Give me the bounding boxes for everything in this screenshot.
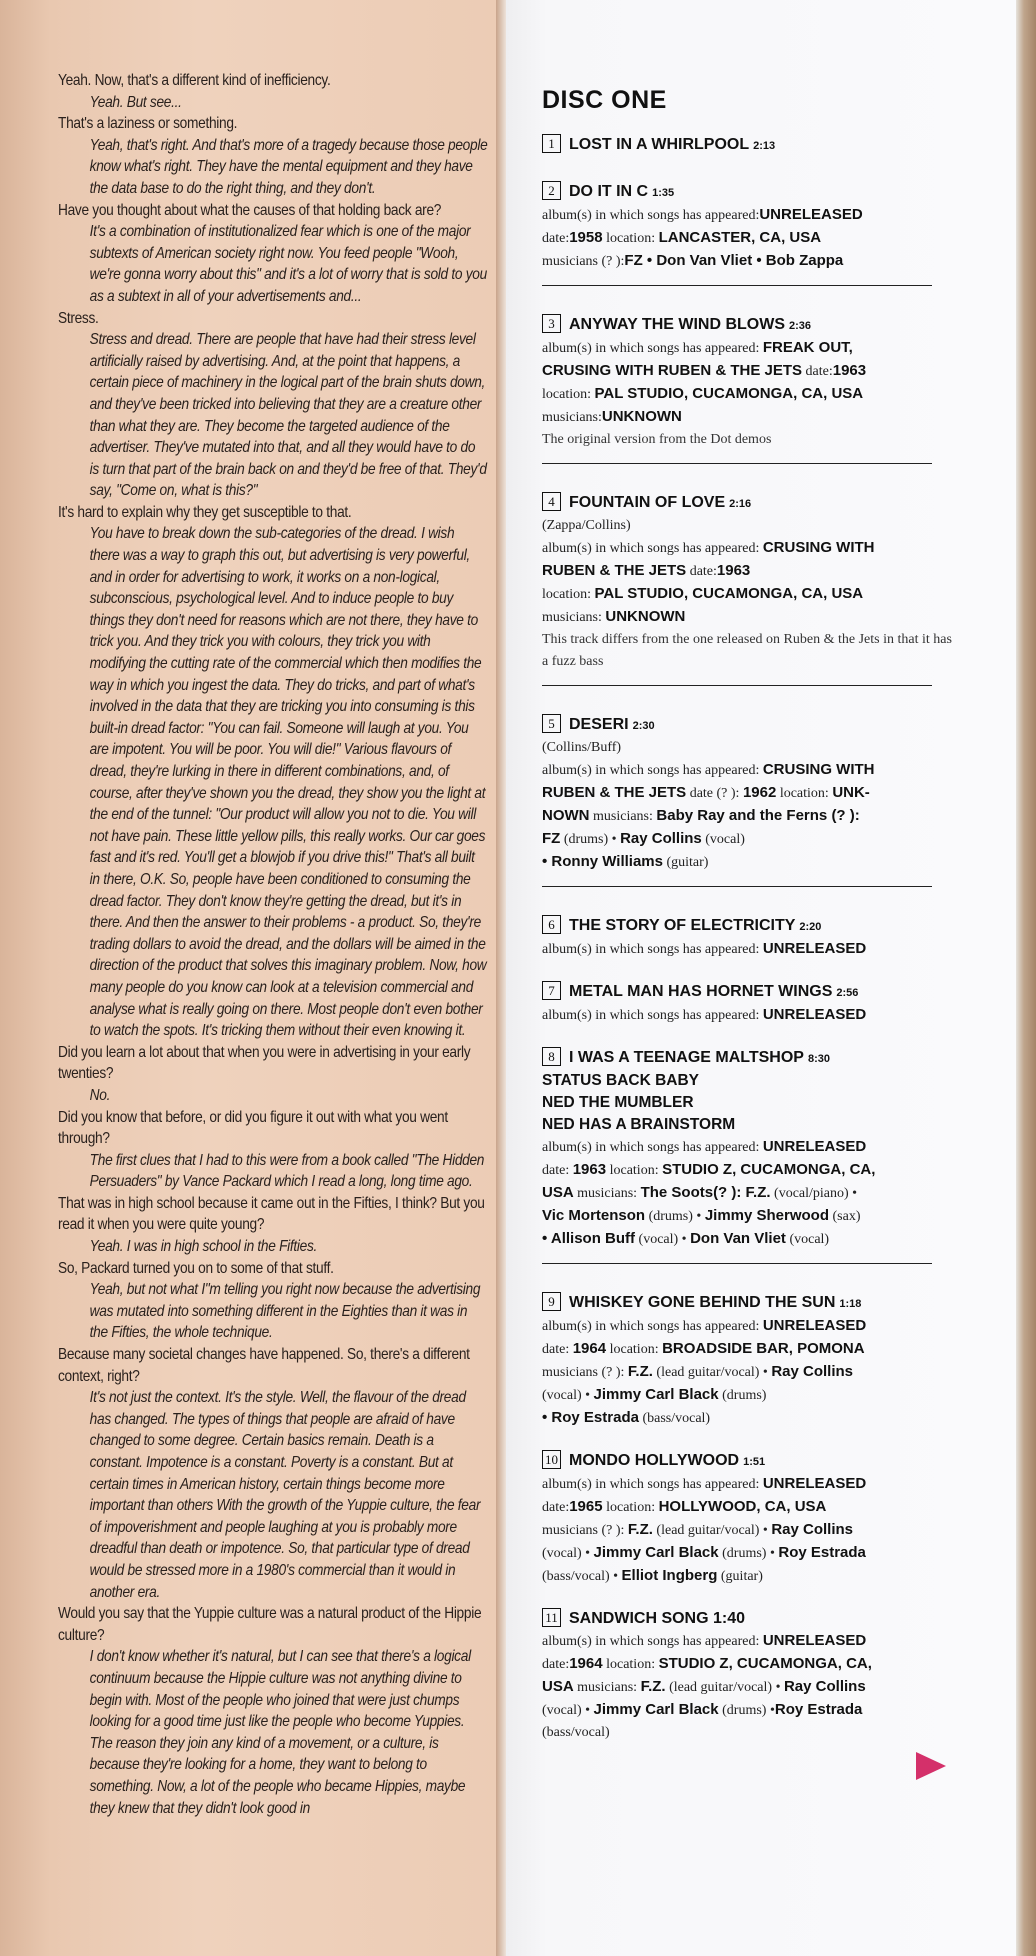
track-title: I WAS A TEENAGE MALTSHOP: [569, 1049, 804, 1066]
book-edge: [1016, 0, 1036, 1956]
track-note: The original version from the Dot demos: [542, 432, 772, 447]
track-musicians-cont: (bass/vocal): [542, 1725, 610, 1740]
interview-text: [58, 70, 487, 1819]
track-albums-cont: RUBEN & THE JETS date:1963: [542, 562, 751, 579]
track-musicians: musicians (? ): F.Z. (lead guitar/vocal) • Ray Collins: [542, 1363, 854, 1380]
track-duration: 2:13: [753, 140, 776, 152]
interview-question: So, Packard turned you on to some of that stuff.: [58, 1259, 334, 1277]
track-albums: album(s) in which songs has appeared:UNRELEASED: [542, 206, 863, 223]
track-number: 9: [542, 1292, 561, 1311]
divider: [542, 463, 932, 464]
track-duration: 2:56: [836, 987, 859, 999]
track-musicians-cont: (vocal) • Jimmy Carl Black (drums) • Roy Estrada: [542, 1544, 866, 1561]
track-location: location: PAL STUDIO, CUCAMONGA, CA, USA: [542, 385, 864, 402]
track-musicians: USA musicians: The Soots(? ): F.Z. (vocal/piano) •: [542, 1184, 858, 1201]
interview-answer: Yeah, that's right. And that's more of a tragedy because those people know what's right. They have the mental equipment and they have the data base to do the right thing, and they don't.: [89, 136, 488, 197]
track-albums: album(s) in which songs has appeared: UNRELEASED: [542, 1317, 867, 1334]
track-note: This track differs from the one released on Ruben & the Jets in that it has a fuzz bass: [542, 632, 952, 669]
track-albums: album(s) in which songs has appeared: UNRELEASED: [542, 1475, 867, 1492]
track-musicians: NOWN musicians: Baby Ray and the Ferns (? ):: [542, 807, 860, 824]
track-albums: album(s) in which songs has appeared: CRUSING WITH: [542, 761, 875, 778]
track-title: ANYWAY THE WIND BLOWS: [569, 316, 786, 333]
track-number: 1: [542, 134, 561, 153]
track-date-location: date:1964 location: STUDIO Z, CUCAMONGA, CA,: [542, 1655, 872, 1672]
track-musicians-cont: (vocal) • Jimmy Carl Black (drums): [542, 1386, 767, 1403]
track-albums: album(s) in which songs has appeared: UNRELEASED: [542, 1632, 867, 1649]
track-musicians: musicians (? ):FZ • Don Van Vliet • Bob Zappa: [542, 252, 844, 269]
track-5: [542, 714, 952, 887]
track-title: DESERI: [569, 716, 629, 733]
interview-answer: Yeah, but not what I"m telling you right now because the advertising was mutated into something different in the Eighties than it was in the Fifties, the whole technique.: [89, 1281, 481, 1342]
track-3: [542, 314, 952, 464]
track-4: [542, 492, 952, 686]
track-duration: 2:36: [789, 320, 812, 332]
track-title: THE STORY OF ELECTRICITY: [569, 917, 796, 934]
divider: [542, 886, 932, 887]
track-albums: album(s) in which songs has appeared: UNRELEASED: [542, 940, 867, 957]
track-duration: 2:16: [729, 498, 752, 510]
divider: [542, 685, 932, 686]
track-duration: 2:20: [799, 921, 822, 933]
track-duration: 1:51: [743, 1456, 766, 1468]
track-1: [542, 134, 952, 157]
divider: [542, 285, 932, 286]
track-date-location: date: 1963 location: STUDIO Z, CUCAMONGA, CA,: [542, 1161, 876, 1178]
track-duration: 2:30: [632, 720, 655, 732]
track-musicians-cont: • Allison Buff (vocal) • Don Van Vliet (vocal): [542, 1230, 830, 1247]
track-list: [542, 134, 952, 1760]
interview-answer: No.: [89, 1086, 111, 1104]
track-date-location: date:1965 location: HOLLYWOOD, CA, USA: [542, 1498, 827, 1515]
track-musicians-cont: • Ronny Williams (guitar): [542, 853, 709, 870]
disc-title: DISC ONE: [542, 86, 667, 114]
track-date-location: date:1958 location: LANCASTER, CA, USA: [542, 229, 822, 246]
track-number: 7: [542, 981, 561, 1000]
track-number: 6: [542, 915, 561, 934]
track-8: [542, 1047, 952, 1264]
track-2: [542, 181, 952, 286]
track-albums-cont: RUBEN & THE JETS date (? ): 1962 location: UNK-: [542, 784, 870, 801]
interview-question: Yeah. Now, that's a different kind of inefficiency.: [58, 72, 331, 89]
track-musicians: musicians: UNKNOWN: [542, 608, 686, 625]
track-musicians: musicians (? ): F.Z. (lead guitar/vocal) • Ray Collins: [542, 1521, 854, 1538]
track-title: METAL MAN HAS HORNET WINGS: [569, 983, 833, 1000]
track-subtitle: NED HAS A BRAINSTORM: [542, 1116, 736, 1133]
track-7: [542, 981, 952, 1027]
track-number: 5: [542, 714, 561, 733]
track-11: [542, 1608, 952, 1744]
track-date-location: date: 1964 location: BROADSIDE BAR, POMONA: [542, 1340, 865, 1357]
track-number: 3: [542, 314, 561, 333]
interview-question: Did you know that before, or did you figure it out with what you went through?: [58, 1108, 448, 1148]
interview-question: Because many societal changes have happened. So, there's a different context, right?: [58, 1346, 470, 1385]
interview-question: That was in high school because it came out in the Fifties, I think? But you read it when you were quite young?: [58, 1194, 485, 1234]
track-musicians-cont: FZ (drums) • Ray Collins (vocal): [542, 830, 745, 847]
track-musicians-cont: (vocal) • Jimmy Carl Black (drums) •Roy Estrada: [542, 1701, 863, 1718]
track-musicians: musicians:UNKNOWN: [542, 408, 682, 425]
track-albums: album(s) in which songs has appeared: CRUSING WITH: [542, 539, 875, 556]
next-page-arrow-icon: [916, 1752, 946, 1780]
track-duration: 1:35: [652, 187, 675, 199]
track-albums: album(s) in which songs has appeared: UNRELEASED: [542, 1006, 867, 1023]
interview-answer: The first clues that I had to this were from a book called "The Hidden Persuaders" by Vance Packard which I read a long, long time ago.: [89, 1151, 485, 1191]
track-duration: 1:40: [713, 1610, 746, 1627]
track-albums-cont: CRUSING WITH RUBEN & THE JETS date:1963: [542, 362, 867, 379]
track-subtitle: NED THE MUMBLER: [542, 1094, 694, 1111]
interview-answer: It's not just the context. It's the style. Well, the flavour of the dread has changed. The types of things that people are afraid of have changed to some degree. Certain basics remain. Death is a constant. Impotence is a constant. Poverty is a constant. But at certain times in American history, certain things become more important than others With the growth of the Yuppie culture, the fear of impoverishment and people laughing at you is probably more dreadful than death or impotence. So, that particular type of dread would be stressed more in a 1980's commercial than it would in another era.: [89, 1389, 481, 1601]
track-subtitle: STATUS BACK BABY: [542, 1072, 700, 1089]
track-title: SANDWICH SONG: [569, 1610, 709, 1627]
interview-answer: It's a combination of institutionalized fear which is one of the major subtexts of American society right now. You feed people "Wooh, we're gonna worry about this" and it's a lot of worry that is sold to you as a subtext in all of your advertisements and...: [89, 223, 487, 305]
track-number: 10: [542, 1450, 561, 1469]
interview-answer: I don't know whether it's natural, but I can see that there's a logical continuum because the Hippie culture was not anything divine to begin with. Most of the people who joined that were just chumps looking for a good time just like the people who become Yuppies. The reason they join any kind of a movement, or a culture, is because they're looking for a home, they want to belong to something. Now, a lot of the people who became Hippies, maybe they knew that they didn't look good in: [89, 1648, 471, 1817]
track-6: [542, 915, 952, 961]
interview-answer: Stress and dread. There are people that have had their stress level artificially raised by advertising. And, at the point that happens, a certain piece of machinery in the logical part of the brain shuts down, and they've been tricked into believing that they are a creature other than what they are. They become the targeted audience of the advertiser. They've mutated into that, and all they would have to do is turn that part of the brain back on and they'd be free of that. They'd say, "Come on, what is this?": [89, 331, 487, 500]
interview-question: That's a laziness or something.: [58, 115, 238, 133]
track-musicians-cont: (bass/vocal) • Elliot Ingberg (guitar): [542, 1567, 763, 1584]
track-title: LOST IN A WHIRLPOOL: [569, 136, 750, 153]
track-title: FOUNTAIN OF LOVE: [569, 494, 726, 511]
track-title: DO IT IN C: [569, 183, 649, 200]
track-10: [542, 1450, 952, 1588]
track-9: [542, 1292, 952, 1430]
track-albums: album(s) in which songs has appeared: FREAK OUT,: [542, 339, 853, 356]
left-page: [0, 0, 500, 1956]
track-title: WHISKEY GONE BEHIND THE SUN: [569, 1294, 836, 1311]
track-musicians-cont: Vic Mortenson (drums) • Jimmy Sherwood (sax): [542, 1207, 861, 1224]
track-credit: (Collins/Buff): [542, 740, 622, 755]
track-albums: album(s) in which songs has appeared: UNRELEASED: [542, 1138, 867, 1155]
track-location: location: PAL STUDIO, CUCAMONGA, CA, USA: [542, 585, 864, 602]
interview-question: It's hard to explain why they get susceptible to that.: [58, 503, 352, 521]
divider: [542, 1263, 932, 1264]
track-number: 8: [542, 1047, 561, 1066]
interview-question: Did you learn a lot about that when you were in advertising in your early twenties?: [58, 1043, 471, 1083]
track-duration: 8:30: [807, 1053, 830, 1065]
track-duration: 1:18: [839, 1298, 862, 1310]
track-title: MONDO HOLLYWOOD: [569, 1452, 740, 1469]
interview-answer: Yeah. But see...: [89, 93, 182, 111]
interview-answer: You have to break down the sub-categories of the dread. I wish there was a way to graph this out, but advertising is very powerful, and in order for advertising to work, it works on a non-logical, subconscious, psychological level. And to induce people to buy things they don't need for reasons which are not there, they have to trick you. And they trick you with colours, they trick you with modifying the cutting rate of the commercial which then modifies the way in which you ingest the data. They do tricks, and part of what's involved in the data that they are tricking you into consuming is this built-in dread factor: "You can fail. Someone will laugh at you. You are impotent. You will be poor. You will die!" Various flavours of dread, they're lurking in there in different combinations, and, of course, after they've shown you the dread, they show you the light at the end of the tunnel: "Our product will allow you not to die. You will not have pain. These little yellow pills, this really works. Our car goes fast and it's red. You'll get a blowjob if you drive this!" That's all built in there, O.K. So, people have been conditioned to consuming the dread factor. They don't know they're getting the dread, but it's in there. And then the answer to their problems - a product. So, they're trading dollars to avoid the dread, and the dollars will be aimed in the direction of the product that solves this imaginary problem. Now, how many people do you know can look at a television commercial and analyse what is really going on there. Most people don't even bother to watch the spots. It's tricking them without their even knowing it.: [89, 525, 487, 1040]
interview-answer: Yeah. I was in high school in the Fifties.: [89, 1238, 318, 1256]
track-musicians: USA musicians: F.Z. (lead guitar/vocal) • Ray Collins: [542, 1678, 866, 1695]
track-musicians-cont: • Roy Estrada (bass/vocal): [542, 1409, 711, 1426]
track-number: 11: [542, 1608, 561, 1627]
interview-question: Would you say that the Yuppie culture was a natural product of the Hippie culture?: [58, 1605, 482, 1644]
track-number: 4: [542, 492, 561, 511]
track-credit: (Zappa/Collins): [542, 518, 631, 533]
track-number: 2: [542, 181, 561, 200]
interview-question: Stress.: [58, 309, 99, 327]
interview-question: Have you thought about what the causes of that holding back are?: [58, 201, 442, 219]
